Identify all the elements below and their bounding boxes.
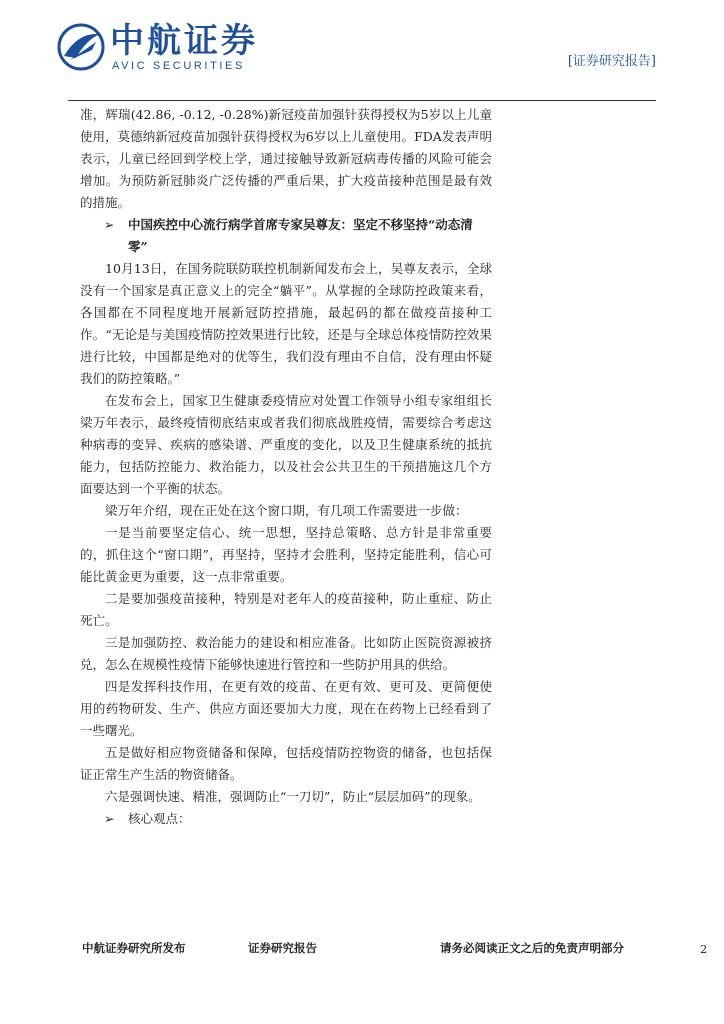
report-body bbox=[80, 104, 492, 830]
bullet-heading: 中国疾控中心流行病学首席专家吴尊友：坚定不移坚持“动态清零” bbox=[128, 217, 473, 254]
paragraph: 三是加强防控、救治能力的建设和相应准备。比如防止医院资源被挤兑，怎么在规模性疫情下能够快速进行管控和一些防护用具的供给。 bbox=[80, 635, 492, 672]
section-bullet bbox=[80, 808, 492, 830]
paragraph: 六是强调快速、精准，强调防止“一刀切”，防止“层层加码”的现象。 bbox=[105, 789, 481, 804]
paragraph: 梁万年介绍，现在正处在这个窗口期，有几项工作需要进一步做： bbox=[105, 503, 468, 518]
bullet-heading: 核心观点： bbox=[128, 811, 191, 826]
paragraph: 准，辉瑞(42.86, -0.12, -0.28%)新冠疫苗加强针获得授权为5岁以上儿童使用，莫德纳新冠疫苗加强针获得授权为6岁以上儿童使用。FDA发表声明表示，儿童已经回到学校上学，通过接触导致新冠病毒传播的风险可能会增加。为预防新冠肺炎广泛传播的严重后果，扩大疫苗接种范围是最有效的措施。 bbox=[80, 107, 492, 210]
arrow-bullet-icon: ➢ bbox=[104, 811, 115, 826]
page-header bbox=[0, 0, 724, 100]
paragraph: 五是做好相应物资储备和保障，包括疫情防控物资的储备，也包括保证正常生产生活的物资储备。 bbox=[80, 745, 492, 782]
header-divider bbox=[68, 100, 656, 101]
paragraph: 在发布会上，国家卫生健康委疫情应对处置工作领导小组专家组组长梁万年表示，最终疫情彻底结束或者我们彻底战胜疫情，需要综合考虑这种病毒的变异、疾病的感染谱、严重度的变化，以及卫生健康系统的抵抗能力，包括防控能力、救治能力，以及社会公共卫生的干预措施这几个方面要达到一个平衡的状态。 bbox=[80, 393, 492, 496]
page-footer bbox=[0, 932, 724, 962]
page-number: 2 bbox=[700, 942, 708, 956]
footer-publisher: 中航证券研究所发布 bbox=[82, 941, 186, 955]
footer-report-type: 证券研究报告 bbox=[248, 941, 317, 955]
footer-disclaimer: 请务必阅读正文之后的免责声明部分 bbox=[440, 941, 624, 955]
avic-logo-icon bbox=[56, 22, 106, 72]
paragraph: 四是发挥科技作用，在更有效的疫苗、在更有效、更可及、更简便使用的药物研发、生产、供应方面还要加大力度，现在在药物上已经看到了一些曙光。 bbox=[80, 679, 492, 738]
logo-chinese-name: 中航证券 bbox=[110, 21, 258, 61]
logo-english-name: AVIC SECURITIES bbox=[112, 60, 245, 72]
report-type-tag: [证券研究报告] bbox=[567, 54, 656, 69]
arrow-bullet-icon: ➢ bbox=[104, 217, 115, 232]
paragraph: 一是当前要坚定信心、统一思想，坚持总策略、总方针是非常重要的，抓住这个“窗口期”，再坚持，坚持才会胜利，坚持定能胜利，信心可能比黄金更为重要，这一点非常重要。 bbox=[80, 525, 492, 584]
paragraph: 二是要加强疫苗接种，特别是对老年人的疫苗接种，防止重症、防止死亡。 bbox=[80, 591, 492, 628]
paragraph: 10月13日，在国务院联防联控机制新闻发布会上，吴尊友表示，全球没有一个国家是真正意义上的完全“躺平”。从掌握的全球防控政策来看，各国都在不同程度地开展新冠防控措施，最起码的都在做疫苗接种工作。“无论是与美国疫情防控效果进行比较，还是与全球总体疫情防控效果进行比较，中国都是绝对的优等生，我们没有理由不自信，没有理由怀疑我们的防控策略。” bbox=[80, 261, 492, 386]
section-bullet bbox=[80, 214, 492, 258]
